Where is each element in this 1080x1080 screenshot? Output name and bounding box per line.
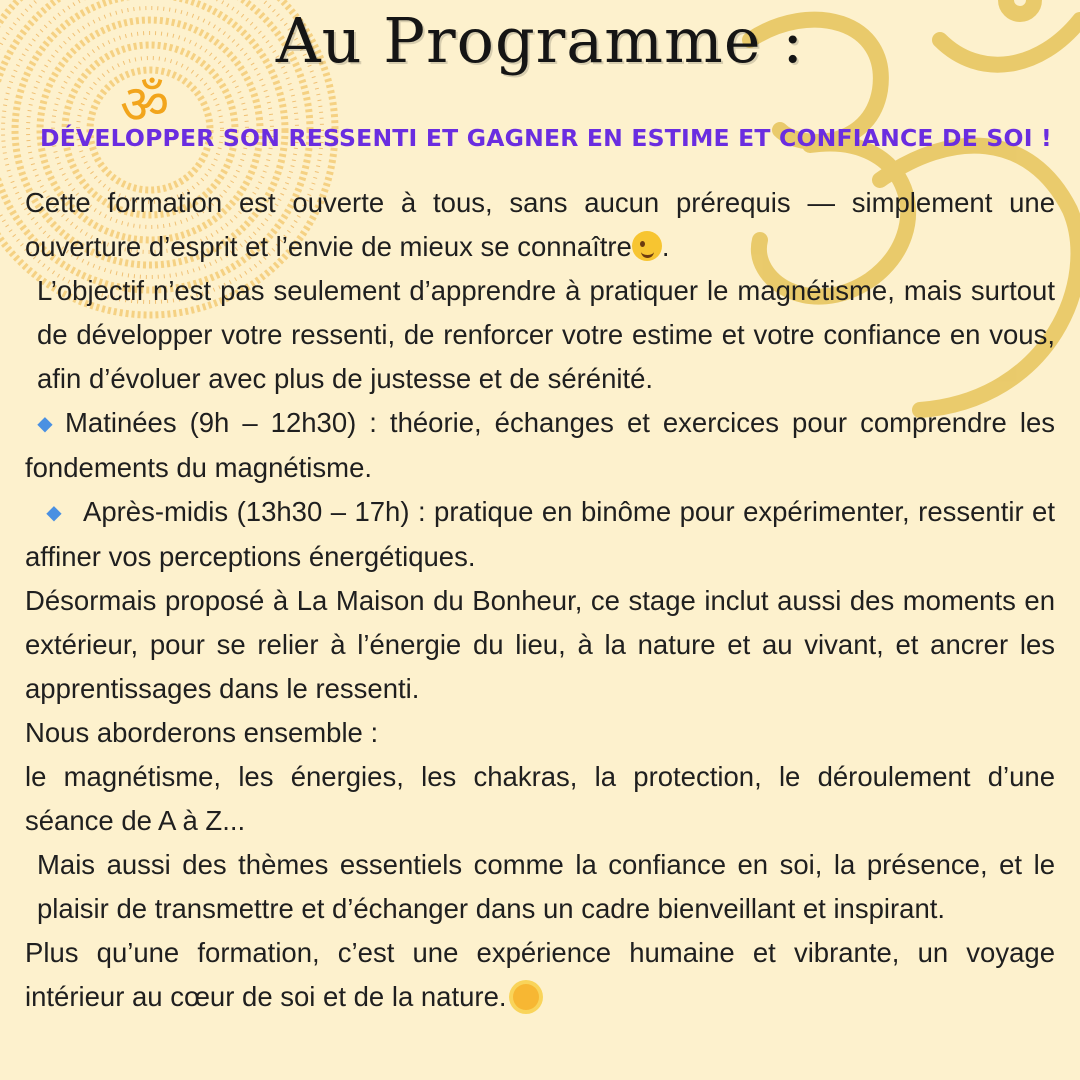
objective-paragraph: L’objectif n’est pas seulement d’apprendre à pratiquer le magnétisme, mais surtout de développer votre ressenti, de renforcer votre estime et votre confiance en vous, afin d’évoluer avec plus de justesse et de sérénité. [37,275,1055,394]
intro-text: Cette formation est ouverte à tous, sans aucun prérequis — simplement une ouverture d’esprit et l’envie de mieux se connaître [25,187,1055,262]
program-description [25,181,1055,1019]
page-title: Au Programme : [275,4,805,77]
om-small-icon: ॐ [120,73,170,136]
morning-text: Matinées (9h – 12h30) : théorie, échanges et exercices pour comprendre les fondements du magnétisme. [25,407,1055,483]
afternoon-item [25,490,1055,579]
sun-face-icon [513,984,539,1010]
winking-face-icon [632,231,662,261]
closing-text: Plus qu’une formation, c’est une expérience humaine et vibrante, un voyage intérieur au cœur de soi et de la nature. [25,937,1055,1012]
afternoon-text: Après-midis (13h30 – 17h) : pratique en binôme pour expérimenter, ressentir et affiner vos perceptions énergétiques. [25,496,1055,572]
intro-paragraph [25,181,1055,269]
topics-intro: Nous aborderons ensemble : [25,717,379,748]
topics-list: le magnétisme, les énergies, les chakras, la protection, le déroulement d’une séance de A à Z... [25,761,1055,836]
closing-paragraph [25,931,1055,1019]
subtitle-heading: DÉVELOPPER SON RESSENTI ET GAGNER EN ESTIME ET CONFIANCE DE SOI ! [40,124,1052,152]
morning-item [25,401,1055,490]
diamond-bullet-icon: ◆ [46,502,62,524]
themes-paragraph: Mais aussi des thèmes essentiels comme la confiance en soi, la présence, et le plaisir de transmettre et d’échanger dans un cadre bienveillant et inspirant. [37,849,1055,924]
diamond-bullet-icon: ◆ [37,413,53,435]
location-paragraph: Désormais proposé à La Maison du Bonheur, ce stage inclut aussi des moments en extérieur, pour se relier à l’énergie du lieu, à la nature et au vivant, et ancrer les apprentissages dans le ressenti. [25,585,1055,704]
intro-end: . [661,231,670,262]
